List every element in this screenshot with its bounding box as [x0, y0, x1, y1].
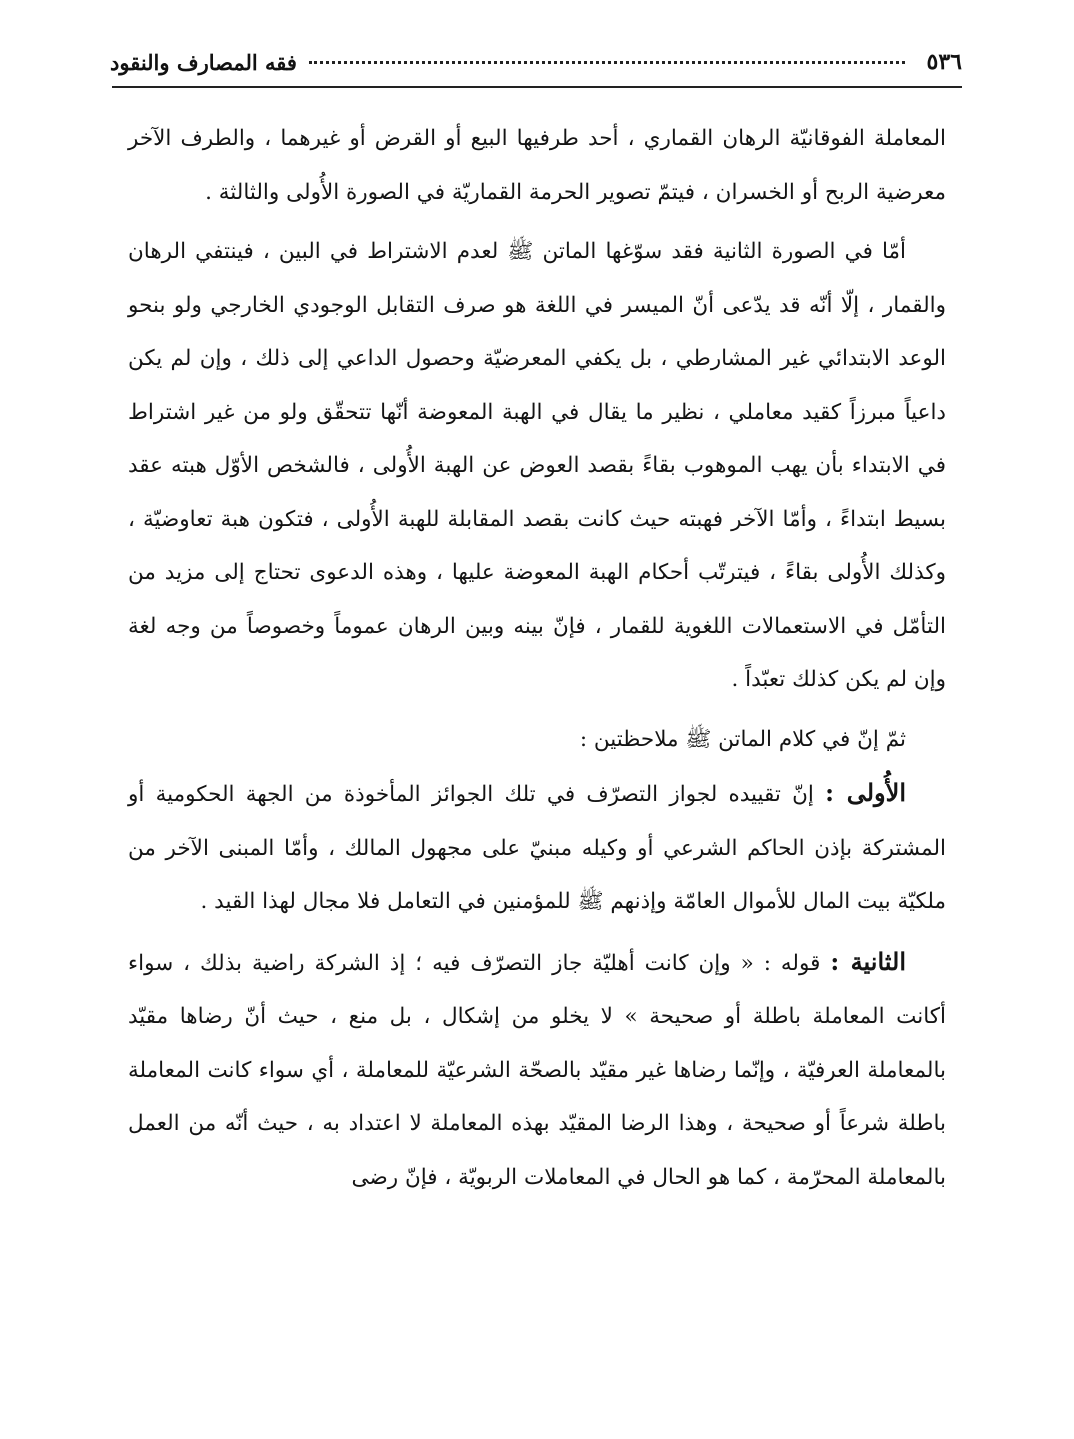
paragraph-3 — [128, 713, 946, 767]
paragraph-5 — [128, 935, 946, 1205]
paragraph-2 — [128, 225, 946, 707]
body-text — [128, 112, 946, 1204]
page-number: ٥٣٦ — [926, 49, 962, 75]
paragraph-2-text: أمّا في الصورة الثانية فقد سوّغها الماتن ﷺ لعدم الاشتراط في البين ، فينتفي الرهان والقمار ، إلّا أنّه قد يدّعى أنّ الميسر في اللغة هو صرف التقابل الوجودي الخارجي ولو بنحو الوعد الابتدائي غير المشارطي ، بل يكفي المعرضيّة وحصول الداعي إلى ذلك ، وإن لم يكن داعياً مبرزاً كقيد معاملي ، نظير ما يقال في الهبة المعوضة أنّها تتحقّق ولو من غير اشتراط في الابتداء بأن يهب الموهوب بقاءً بقصد العوض عن الهبة الأُولى ، فالشخص الأوّل هبته عقد بسيط ابتداءً ، وأمّا الآخر فهبته حيث كانت بقصد المقابلة للهبة الأُولى ، فتكون هبة تعاوضيّة ، وكذلك الأُولى بقاءً ، فيترتّب أحكام الهبة المعوضة عليها ، وهذه الدعوى تحتاج إلى مزيد من التأمّل في الاستعمالات اللغوية للقمار ، فإنّ بينه وبين الرهان عموماً وخصوصاً من وجه لغة وإن لم يكن كذلك تعبّداً . — [128, 239, 946, 692]
paragraph-5-lead: الثانية : — [830, 946, 906, 976]
running-title: فقه المصارف والنقود — [110, 49, 297, 75]
paragraph-4 — [128, 766, 946, 929]
paragraph-3-text: ثمّ إنّ في كلام الماتن ﷺ ملاحظتين : — [579, 726, 906, 752]
paragraph-4-lead: الأُولى : — [825, 778, 906, 807]
paragraph-1 — [128, 112, 946, 219]
dotted-leader — [309, 61, 905, 64]
paragraph-4-text: إنّ تقييده لجواز التصرّف في تلك الجوائز المأخوذة من الجهة الحكومية أو المشتركة بإذن الحاكم الشرعي أو وكيله مبنيّ على مجهول المالك ، وأمّا المبنى الآخر من ملكيّة بيت المال للأموال العامّة وإذنهم ﷺ للمؤمنين في التعامل فلا مجال لهذا القيد . — [128, 782, 946, 914]
paragraph-5-text: قوله : « وإن كانت أهليّة جاز التصرّف فيه ؛ إذ الشركة راضية بذلك ، سواء أكانت المعاملة باطلة أو صحيحة » لا يخلو من إشكال ، بل منع ، حيث أنّ رضاها مقيّد بالمعاملة العرفيّة ، وإنّما رضاها غير مقيّد بالصحّة الشرعيّة للمعاملة ، أي سواء كانت المعاملة باطلة شرعاً أو صحيحة ، وهذا الرضا المقيّد بهذه المعاملة لا اعتداد به ، حيث أنّه من العمل بالمعاملة المحرّمة ، كما هو الحال في المعاملات الربويّة ، فإنّ رضى — [128, 950, 946, 1190]
header-rule — [112, 86, 962, 88]
running-head — [110, 40, 962, 84]
paragraph-1-text: المعاملة الفوقانيّة الرهان القماري ، أحد طرفيها البيع أو القرض أو غيرهما ، والطرف الآخر معرضية الربح أو الخسران ، فيتمّ تصوير الحرمة القماريّة في الصورة الأُولى والثالثة . — [128, 126, 946, 205]
